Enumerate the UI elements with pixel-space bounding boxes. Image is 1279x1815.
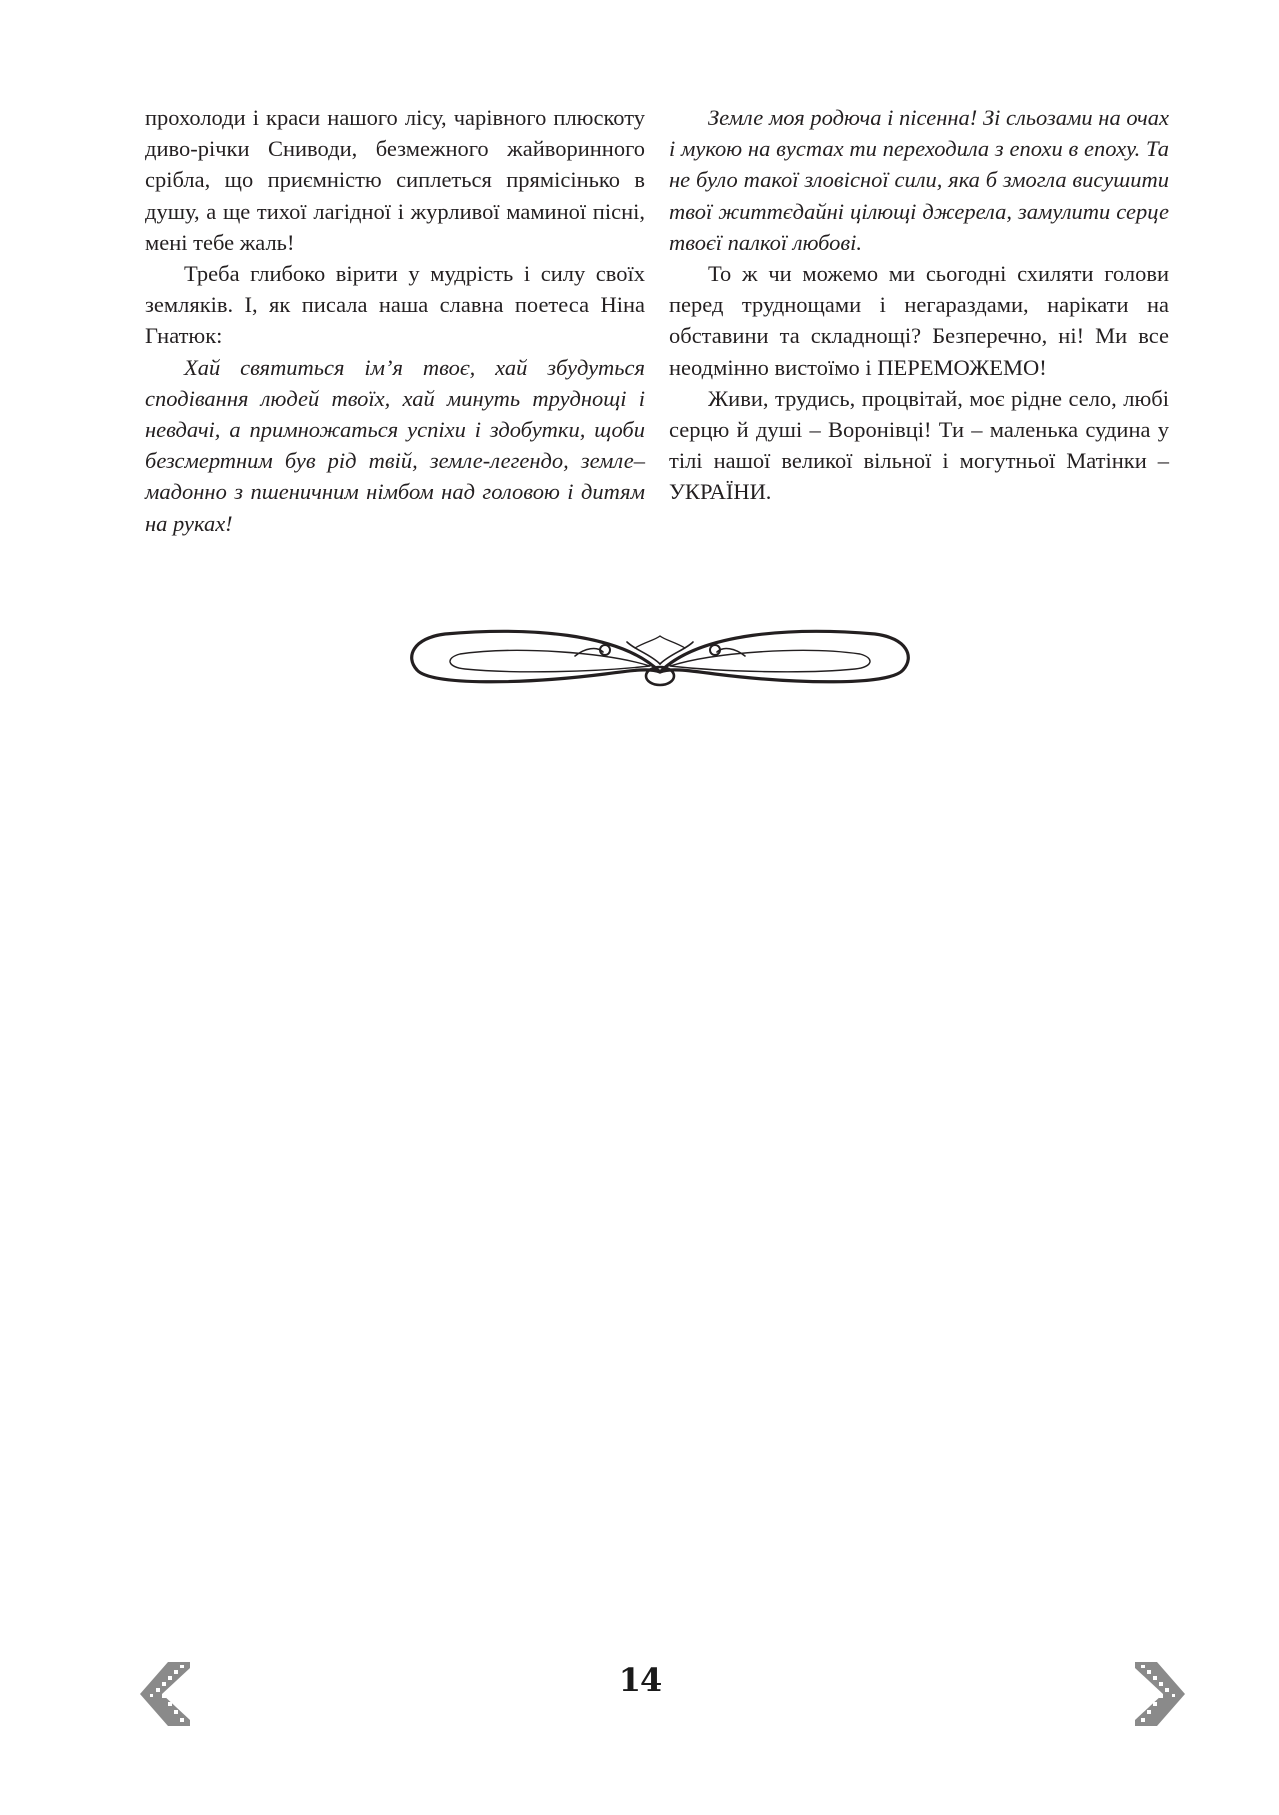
embroidery-pattern-icon bbox=[140, 1662, 190, 1726]
embroidery-pattern-icon bbox=[1135, 1662, 1185, 1726]
paragraph: То ж чи можемо ми сьогодні схиляти голови перед труднощами і негараздами, нарікати на обставини та складнощі? Безперечно, ні! Ми все неодмінно вистоїмо і ПЕРЕМОЖЕМО! bbox=[669, 261, 1169, 380]
quote-paragraph: Хай святиться ім’я твоє, хай збудуться сподівання людей твоїх, хай минуть труднощі і невдачі, а примножаться успіхи і здобутки, щоби безсмертним був рід твій, земле-легендо, земле– мадонно з пшеничним німбом над головою і дитям на руках! bbox=[145, 354, 645, 536]
page-number: 14 bbox=[618, 1661, 662, 1699]
paragraph: прохолоди і краси нашого лісу, чарівного плюскоту диво-річки Сниводи, безмежного жайворинного срібла, що приємністю сиплеться прямісінько в душу, а ще тихої лагідної і журливої маминої пісні, мені тебе жаль! bbox=[145, 105, 645, 255]
paragraph: Треба глибоко вірити у мудрість і силу своїх земляків. І, як писала наша славна поетеса Ніна Гнатюк: bbox=[145, 261, 645, 349]
quote-paragraph: Земле моя родюча і пісенна! Зі сльозами на очах і мукою на вустах ти переходила з епохи в епоху. Та не було такої зловісної сили, яка б змогла висушити твої життєдайні цілющі джерела, замулити серце твоєї палкої любові. bbox=[669, 105, 1169, 255]
text-column-right bbox=[669, 102, 1169, 508]
paragraph: Живи, трудись, процвітай, моє рідне село, любі серцю й душі – Воронівці! Ти – маленька судина у тілі нашої великої вільної і могутньої Матінки – УКРАЇНИ. bbox=[669, 385, 1169, 505]
flourish-divider-icon bbox=[405, 612, 915, 692]
text-column-left bbox=[145, 102, 645, 539]
